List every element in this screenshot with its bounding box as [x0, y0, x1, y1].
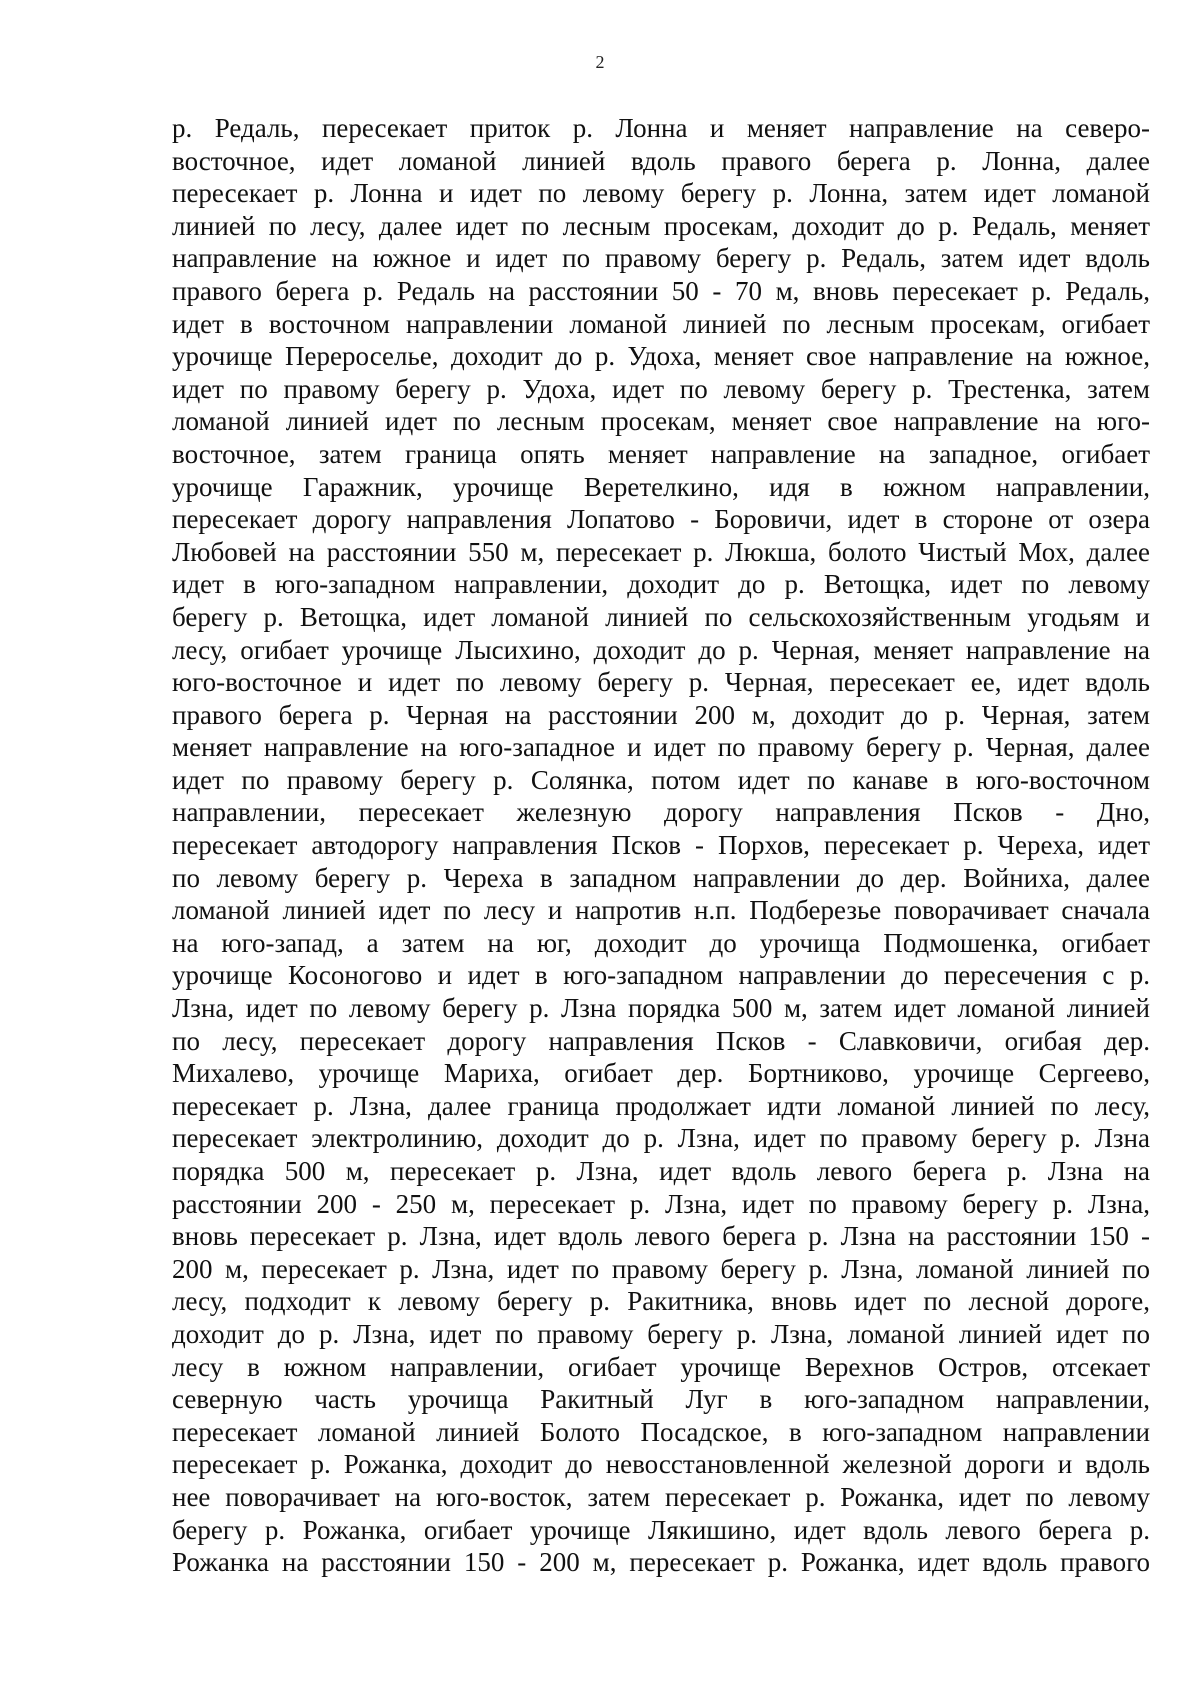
text-line: правого берега р. Редаль на расстоянии 50 - 70 м, вновь пересекает р. Редаль,: [172, 275, 1150, 306]
text-line: лесу, огибает урочище Лысихино, доходит до р. Черная, меняет направление на: [172, 634, 1150, 665]
text-line: линией по лесу, далее идет по лесным просекам, доходит до р. Редаль, меняет: [172, 210, 1150, 241]
page-number: 2: [595, 52, 605, 72]
text-line: восточное, затем граница опять меняет направление на западное, огибает: [172, 438, 1150, 469]
text-line: пересекает р. Рожанка, доходит до невосстановленной железной дороги и вдоль: [172, 1449, 1150, 1480]
text-line: доходит до р. Лзна, идет по правому берегу р. Лзна, ломаной линией идет по: [172, 1318, 1150, 1349]
text-line: расстоянии 200 - 250 м, пересекает р. Лзна, идет по правому берегу р. Лзна,: [172, 1188, 1150, 1219]
text-line: нее поворачивает на юго-восток, затем пересекает р. Рожанка, идет по левому: [172, 1481, 1150, 1512]
text-line: восточное, идет ломаной линией вдоль правого берега р. Лонна, далее: [172, 145, 1150, 176]
text-line: по лесу, пересекает дорогу направления Псков - Славковичи, огибая дер.: [172, 1025, 1150, 1056]
text-line: порядка 500 м, пересекает р. Лзна, идет вдоль левого берега р. Лзна на: [172, 1156, 1150, 1186]
text-line: пересекает дорогу направления Лопатово - Боровичи, идет в стороне от озера: [172, 504, 1150, 535]
text-line: берегу р. Ветощка, идет ломаной линией по сельскохозяйственным угодьям и: [172, 601, 1150, 632]
text-line: Михалево, урочище Мариха, огибает дер. Бортниково, урочище Сергеево,: [172, 1058, 1150, 1089]
text-line: юго-восточное и идет по левому берегу р. Черная, пересекает ее, идет вдоль: [172, 667, 1150, 698]
text-line: берегу р. Рожанка, огибает урочище Лякишино, идет вдоль левого берега р.: [172, 1514, 1150, 1545]
text-line: пересекает р. Лонна и идет по левому берегу р. Лонна, затем идет ломаной: [172, 178, 1150, 209]
text-line: правого берега р. Черная на расстоянии 200 м, доходит до р. Черная, затем: [172, 699, 1150, 730]
text-line: Рожанка на расстоянии 150 - 200 м, пересекает р. Рожанка, идет вдоль правого: [172, 1547, 1150, 1578]
text-line: Лзна, идет по левому берегу р. Лзна порядка 500 м, затем идет ломаной линией: [172, 993, 1150, 1024]
text-line: лесу, подходит к левому берегу р. Ракитника, вновь идет по лесной дороге,: [172, 1286, 1150, 1317]
text-line: идет по правому берегу р. Удоха, идет по левому берегу р. Трестенка, затем: [172, 373, 1150, 404]
text-line: на юго-запад, а затем на юг, доходит до урочища Подмошенка, огибает: [172, 927, 1150, 958]
text-line: вновь пересекает р. Лзна, идет вдоль левого берега р. Лзна на расстоянии 150 -: [172, 1221, 1150, 1252]
text-line: идет в юго-западном направлении, доходит до р. Ветощка, идет по левому: [172, 569, 1150, 600]
text-line: направление на южное и идет по правому берегу р. Редаль, затем идет вдоль: [172, 243, 1150, 274]
text-line: по левому берегу р. Череха в западном направлении до дер. Войниха, далее: [172, 862, 1150, 893]
text-line: Любовей на расстоянии 550 м, пересекает р. Люкша, болото Чистый Мох, далее: [172, 536, 1150, 567]
text-line: урочище Гаражник, урочище Веретелкино, идя в южном направлении,: [172, 471, 1150, 502]
text-line: пересекает автодорогу направления Псков - Порхов, пересекает р. Череха, идет: [172, 830, 1150, 861]
text-line: идет по правому берегу р. Солянка, потом идет по канаве в юго-восточном: [172, 764, 1150, 795]
text-line: р. Редаль, пересекает приток р. Лонна и меняет направление на северо-: [172, 113, 1150, 143]
body-text: [172, 112, 1150, 1579]
text-line: северную часть урочища Ракитный Луг в юго-западном направлении,: [172, 1384, 1150, 1415]
text-line: идет в восточном направлении ломаной линией по лесным просекам, огибает: [172, 308, 1150, 339]
text-line: меняет направление на юго-западное и идет по правому берегу р. Черная, далее: [172, 732, 1150, 763]
text-line: пересекает ломаной линией Болото Посадское, в юго-западном направлении: [172, 1416, 1150, 1447]
text-line: лесу в южном направлении, огибает урочище Верехнов Остров, отсекает: [172, 1351, 1150, 1382]
text-line: ломаной линией идет по лесу и напротив н.п. Подберезье поворачивает сначала: [172, 895, 1150, 926]
text-line: пересекает электролинию, доходит до р. Лзна, идет по правому берегу р. Лзна: [172, 1123, 1150, 1154]
text-line: пересекает р. Лзна, далее граница продолжает идти ломаной линией по лесу,: [172, 1090, 1150, 1121]
text-line: направлении, пересекает железную дорогу направления Псков - Дно,: [172, 797, 1150, 828]
text-line: ломаной линией идет по лесным просекам, меняет свое направление на юго-: [172, 406, 1150, 437]
text-line: урочище Косоногово и идет в юго-западном направлении до пересечения с р.: [172, 960, 1150, 991]
text-line: 200 м, пересекает р. Лзна, идет по правому берегу р. Лзна, ломаной линией по: [172, 1253, 1150, 1284]
text-line: урочище Перероселье, доходит до р. Удоха, меняет свое направление на южное,: [172, 341, 1150, 372]
